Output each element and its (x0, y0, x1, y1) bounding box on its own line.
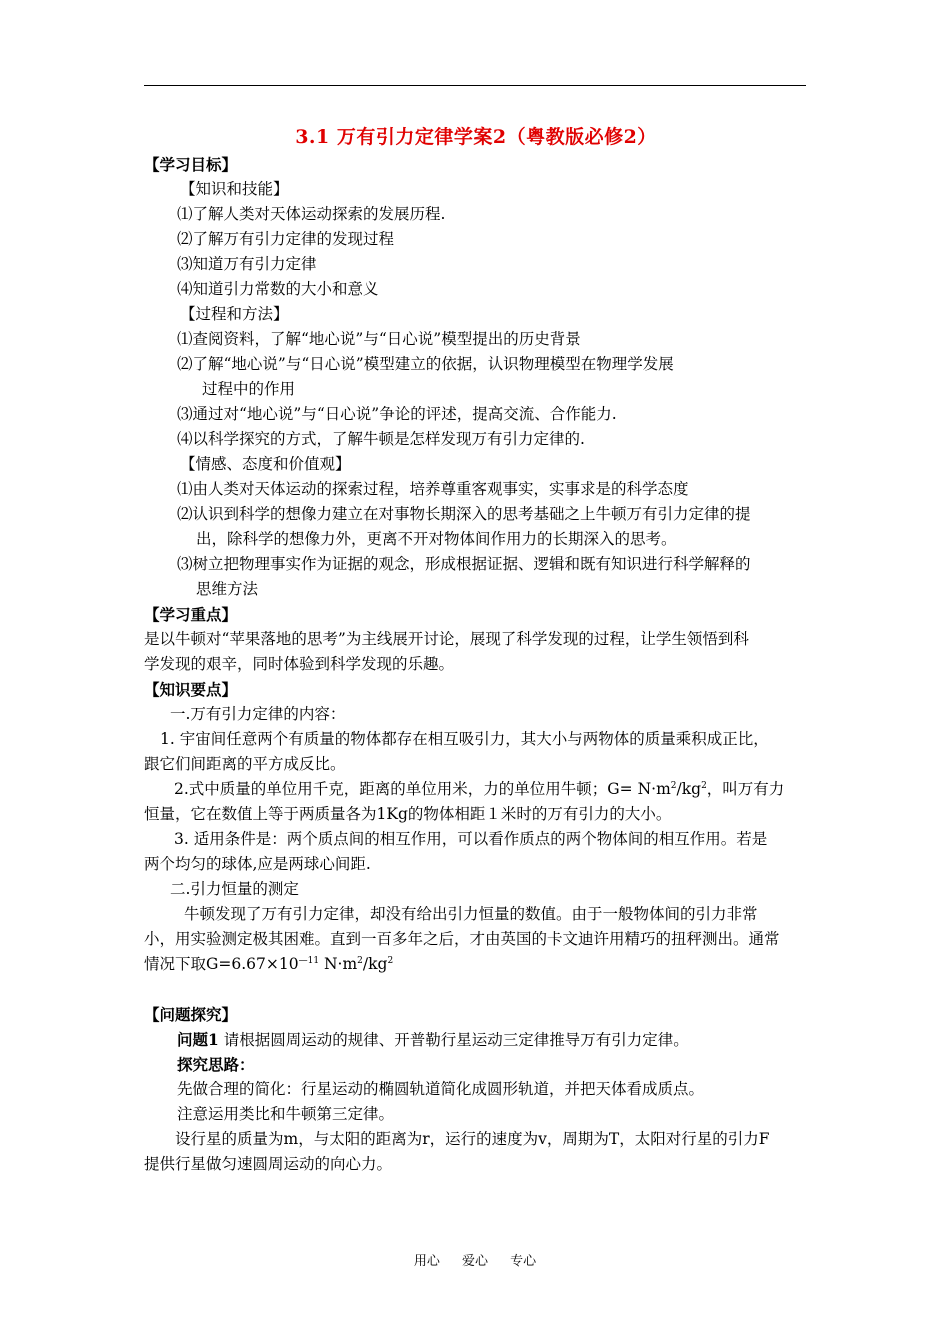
header-rule (144, 85, 806, 86)
superscript: —11 (298, 956, 320, 966)
objectives-heading: 【学习目标】 (144, 155, 238, 174)
inquiry-idea-label: 探究思路： (177, 1055, 255, 1074)
units-paragraph-continued: 恒量，它在数值上等于两质量各为1Kg的物体相距１米时的万有引力的大小。 (144, 805, 672, 823)
knowledge-item: ⑷知道引力常数的大小和意义 (177, 280, 379, 298)
process-item: ⑵了解“地心说”与“日心说”模型建立的依据，认识物理模型在物理学发展 (177, 355, 674, 373)
inquiry-heading: 【问题探究】 (144, 1005, 238, 1024)
inquiry-text: 设行星的质量为m，与太阳的距离为r，运行的速度为v，周期为T，太阳对行星的引力F (175, 1130, 770, 1148)
section-two-heading: 二.引力恒量的测定 (170, 880, 299, 898)
process-item: ⑴查阅资料，了解“地心说”与“日心说”模型提出的历史背景 (177, 330, 581, 348)
inquiry-text-continued: 提供行星做匀速圆周运动的向心力。 (144, 1155, 393, 1173)
process-item-continued: 过程中的作用 (202, 380, 296, 398)
emotion-item: ⑶树立把物理事实作为证据的观念，形成根据证据、逻辑和既有知识进行科学解释的 (177, 555, 751, 573)
superscript: 2 (357, 956, 363, 966)
superscript: 2 (670, 781, 677, 791)
question-label: 问题1 (177, 1030, 219, 1049)
emotion-item: ⑵认识到科学的想像力建立在对事物长期深入的思考基础之上牛顿万有引力定律的提 (177, 505, 751, 523)
inquiry-text: 先做合理的简化：行星运动的椭圆轨道简化成圆形轨道，并把天体看成质点。 (177, 1080, 705, 1098)
key-points-heading: 【知识要点】 (144, 680, 238, 699)
focus-text: 是以牛顿对“苹果落地的思考”为主线展开讨论，展现了科学发现的过程，让学生领悟到科 (144, 630, 749, 648)
emotion-item: ⑴由人类对天体运动的探索过程，培养尊重客观事实，实事求是的科学态度 (177, 480, 689, 498)
law-statement-continued: 跟它们间距离的平方成反比。 (144, 755, 346, 773)
units-text: /kg (676, 780, 702, 798)
superscript: 2 (701, 781, 707, 791)
process-item: ⑷以科学探究的方式，了解牛顿是怎样发现万有引力定律的. (177, 430, 585, 448)
knowledge-item: ⑴了解人类对天体运动探索的发展历程. (177, 205, 446, 223)
knowledge-item: ⑶知道万有引力定律 (177, 255, 317, 273)
focus-heading: 【学习重点】 (144, 605, 238, 624)
question-text: 请根据圆周运动的规律、开普勒行星运动三定律推导万有引力定律。 (218, 1031, 689, 1049)
emotion-item-continued: 思维方法 (196, 580, 259, 598)
units-paragraph (144, 777, 808, 802)
units-text: 2.式中质量的单位用千克，距离的单位用米，力的单位用牛顿；G= N·m (174, 780, 671, 798)
measurement-paragraph-continued: 小，用实验测定极其困难。直到一百多年之后，才由英国的卡文迪许用精巧的扭秤测出。通常 (144, 930, 780, 948)
knowledge-item: ⑵了解万有引力定律的发现过程 (177, 230, 395, 248)
units-text: ，叫万有力 (706, 780, 785, 798)
knowledge-heading: 【知识和技能】 (180, 180, 289, 198)
measurement-paragraph-last (144, 952, 808, 977)
emotion-heading: 【情感、态度和价值观】 (180, 455, 351, 473)
blank-line (144, 977, 808, 1002)
process-item: ⑶通过对“地心说”与“日心说”争论的评述，提高交流、合作能力. (177, 405, 617, 423)
section-one-heading: 一.万有引力定律的内容： (170, 705, 346, 723)
law-statement: 1. 宇宙间任意两个有质量的物体都存在相互吸引力，其大小与两物体的质量乘积成正比， (160, 730, 769, 748)
process-heading: 【过程和方法】 (180, 305, 289, 323)
question-one (144, 1027, 808, 1052)
conditions-paragraph: 3. 适用条件是：两个质点间的相互作用，可以看作质点的两个物体间的相互作用。若是 (174, 830, 768, 848)
page-footer: 用心 爱心 专心 (413, 1254, 537, 1269)
constant-text: /kg (362, 955, 388, 973)
document-body (144, 122, 808, 1177)
emotion-item-continued: 出，除科学的想像力外，更离不开对物体间作用力的长期深入的思考。 (196, 530, 677, 548)
inquiry-text: 注意运用类比和牛顿第三定律。 (177, 1105, 395, 1123)
constant-text: 情况下取G=6.67×10 (144, 955, 299, 973)
document-title: 3.1 万有引力定律学案2（粤教版必修2） (295, 126, 657, 148)
focus-text: 学发现的艰辛，同时体验到科学发现的乐趣。 (144, 655, 455, 673)
measurement-paragraph: 牛顿发现了万有引力定律，却没有给出引力恒量的数值。由于一般物体间的引力非常 (184, 905, 758, 923)
constant-text: N·m (319, 955, 358, 973)
conditions-paragraph-continued: 两个均匀的球体,应是两球心间距. (144, 855, 371, 873)
superscript: 2 (387, 956, 394, 966)
